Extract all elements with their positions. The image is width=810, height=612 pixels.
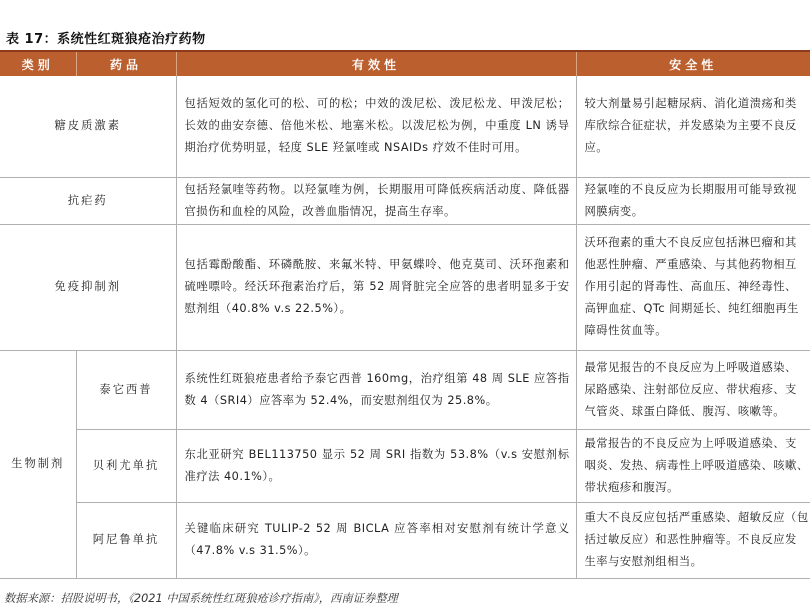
safety-line: 重大不良反应包括严重感染、超敏反应（包 — [584, 511, 809, 524]
safety-line: 羟氯喹的不良反应为长期服用可能导致视 — [584, 182, 797, 196]
table-row — [0, 350, 810, 429]
safety-line: 应。 — [584, 141, 609, 155]
safety-line: 较大剂量易引起糖尿病、消化道溃疡和类 — [584, 97, 797, 111]
safety-line: 库欣综合征症状，并发感染为主要不良反 — [584, 119, 797, 133]
category-cell: 生物制剂 — [0, 350, 76, 578]
safety-line: 气管炎、球蛋白降低、腹泻、咳嗽等。 — [584, 404, 786, 418]
category-cell: 免疫抑制剂 — [0, 224, 176, 350]
efficacy-cell: 包括霉酚酸酯、环磷酰胺、来氟米特、甲氨蝶呤、他克莫司、沃环孢素和硫唑嘌呤。经沃环孢素治疗后，第 52 周肾脏完全应答的患者明显多于安慰剂组（40.8% v.s 22.5%）。 — [176, 224, 576, 350]
safety-line: 最常见报告的不良反应为上呼吸道感染、 — [584, 360, 797, 374]
header-safety: 安全性 — [576, 52, 810, 76]
header-drug: 药品 — [76, 52, 176, 76]
safety-cell — [576, 502, 810, 578]
drug-table — [0, 52, 810, 579]
safety-line: 他恶性肿瘤、严重感染、与其他药物相互 — [584, 258, 797, 271]
safety-cell — [576, 429, 810, 502]
safety-line: 最常报告的不良反应为上呼吸道感染、支 — [584, 436, 797, 450]
safety-cell — [576, 224, 810, 350]
drug-cell: 阿尼鲁单抗 — [76, 502, 176, 578]
drug-cell: 泰它西普 — [76, 350, 176, 429]
table-row — [0, 502, 810, 578]
safety-cell — [576, 177, 810, 224]
safety-line: 网膜病变。 — [584, 204, 644, 218]
table-header-row — [0, 52, 810, 76]
category-cell: 糖皮质激素 — [0, 76, 176, 177]
safety-line: 尿路感染、注射部位反应、带状疱疹、支 — [584, 382, 797, 396]
efficacy-cell: 系统性红斑狼疮患者给予泰它西普 160mg，治疗组第 48 周 SLE 应答指数 4（SRI4）应答率为 52.4%，而安慰剂组仅为 25.8%。 — [176, 350, 576, 429]
source-note: 数据来源：招股说明书，《2021 中国系统性红斑狼疮诊疗指南》，西南证券整理 — [4, 592, 398, 605]
safety-line: 障碍性贫血等。 — [584, 324, 668, 337]
safety-line: 生率与安慰剂组相当。 — [584, 555, 703, 568]
safety-line: 高钾血症、QTc 间期延长、纯红细胞再生 — [584, 302, 799, 315]
table-row — [0, 224, 810, 350]
table-row — [0, 177, 810, 224]
header-efficacy: 有效性 — [176, 52, 576, 76]
safety-cell — [576, 76, 810, 177]
safety-line: 括过敏反应）和恶性肿瘤等。不良反应发 — [584, 533, 797, 546]
table-row — [0, 76, 810, 177]
table-title: 表 17：系统性红斑狼疮治疗药物 — [6, 32, 206, 47]
efficacy-cell: 关键临床研究 TULIP-2 52 周 BICLA 应答率相对安慰剂有统计学意义（47.8% v.s 31.5%）。 — [176, 502, 576, 578]
efficacy-cell: 东北亚研究 BEL113750 显示 52 周 SRI 指数为 53.8%（v.s 安慰剂标准疗法 40.1%）。 — [176, 429, 576, 502]
safety-line: 带状疱疹和腹泻。 — [584, 480, 679, 494]
drug-cell: 贝利尤单抗 — [76, 429, 176, 502]
efficacy-cell: 包括短效的氢化可的松、可的松；中效的泼尼松、泼尼松龙、甲泼尼松；长效的曲安奈德、倍他米松、地塞米松。以泼尼松为例，中重度 LN 诱导期治疗优势明显，轻度 SLE 羟氯喹或 NSAIDs 疗效不佳时可用。 — [176, 76, 576, 177]
safety-line: 作用引起的肾毒性、高血压、神经毒性、 — [584, 280, 797, 293]
header-category: 类别 — [0, 52, 76, 76]
safety-line: 咽炎、发热、病毒性上呼吸道感染、咳嗽、 — [584, 458, 809, 472]
category-cell: 抗疟药 — [0, 177, 176, 224]
efficacy-cell: 包括羟氯喹等药物。以羟氯喹为例，长期服用可降低疾病活动度、降低器官损伤和血栓的风险，改善血脂情况，提高生存率。 — [176, 177, 576, 224]
safety-line: 沃环孢素的重大不良反应包括淋巴瘤和其 — [584, 236, 797, 249]
table-row — [0, 429, 810, 502]
safety-cell — [576, 350, 810, 429]
